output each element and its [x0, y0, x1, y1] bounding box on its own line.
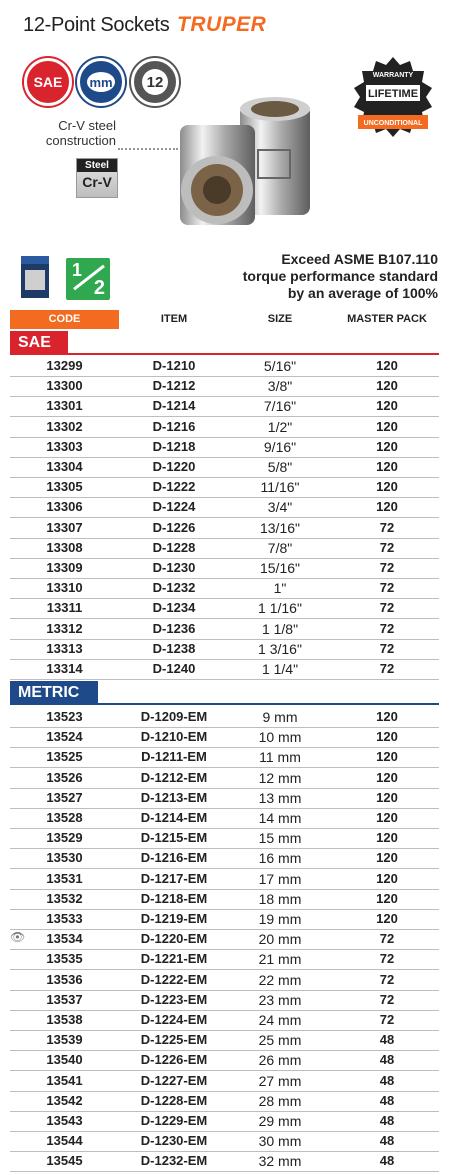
- table-row: [10, 1030, 439, 1051]
- table-row: [10, 538, 439, 559]
- socket-product-image: [140, 95, 340, 235]
- cell-item: D-1210-EM: [140, 729, 208, 745]
- performance-claim: [243, 251, 438, 302]
- table-row: [10, 889, 439, 910]
- cell-pack: 120: [376, 830, 398, 846]
- cell-item: D-1222-EM: [140, 971, 208, 987]
- cell-item: D-1228-EM: [140, 1092, 208, 1108]
- drive-denominator: 2: [93, 277, 105, 299]
- cell-item: D-1217-EM: [140, 870, 208, 886]
- cell-code: 13533: [46, 911, 83, 926]
- table-row: [10, 1131, 439, 1152]
- sae-badge: [24, 58, 72, 106]
- cell-code: 13531: [46, 870, 83, 886]
- cell-pack: 120: [376, 870, 398, 886]
- cell-pack: 120: [376, 729, 398, 745]
- cell-pack: 120: [376, 438, 398, 454]
- crv-box-top: Steel: [77, 159, 117, 172]
- table-row: [10, 828, 439, 849]
- cell-size: 19 mm: [258, 911, 302, 927]
- cell-code: 13303: [46, 438, 83, 454]
- cell-item: D-1222: [152, 479, 196, 495]
- cell-pack: 120: [376, 749, 398, 765]
- cell-item: D-1232-EM: [140, 1153, 208, 1169]
- cell-item: D-1219-EM: [140, 911, 208, 926]
- cell-item: D-1227-EM: [140, 1072, 208, 1088]
- cell-code: 13537: [46, 991, 83, 1007]
- half-inch-drive-icon: [66, 258, 110, 300]
- cell-code: 13529: [46, 830, 83, 846]
- warranty-middle-text: LIFETIME: [367, 88, 419, 100]
- cell-item: D-1224-EM: [140, 1012, 208, 1027]
- cell-size: 32 mm: [258, 1153, 302, 1170]
- table-row: [10, 808, 439, 829]
- cell-size: 3/8": [267, 378, 293, 395]
- cell-pack: 72: [379, 991, 395, 1007]
- cell-item: D-1215-EM: [140, 830, 208, 846]
- cell-pack: 120: [376, 398, 398, 414]
- cell-pack: 72: [379, 519, 395, 535]
- cell-code: 13314: [46, 661, 83, 676]
- cell-pack: 120: [376, 479, 398, 495]
- cell-item: D-1240: [152, 661, 196, 676]
- table-row: [10, 1151, 439, 1172]
- cell-size: 11/16": [260, 479, 300, 496]
- cell-pack: 120: [376, 499, 398, 515]
- cell-code: 13304: [46, 459, 83, 474]
- cell-code: 13544: [46, 1133, 83, 1149]
- cell-size: 27 mm: [258, 1072, 302, 1089]
- cell-pack: 48: [379, 1032, 395, 1048]
- cell-item: D-1221-EM: [140, 951, 208, 967]
- cell-pack: 120: [376, 911, 398, 926]
- cell-code: 13545: [46, 1153, 83, 1169]
- cell-size: 13/16": [259, 519, 300, 536]
- cell-size: 12 mm: [258, 769, 302, 786]
- column-size: SIZE: [267, 313, 293, 325]
- crv-steel-badge: [76, 158, 118, 198]
- drive-numerator: 1: [72, 260, 83, 280]
- cell-pack: 72: [379, 971, 395, 987]
- cell-item: D-1209-EM: [140, 709, 208, 724]
- claim-line2: torque performance standard: [242, 268, 438, 284]
- cell-code: 13299: [46, 358, 83, 373]
- table-header: [10, 310, 439, 329]
- cell-size: 17 mm: [258, 870, 302, 887]
- cell-size: 1 3/16": [258, 640, 302, 657]
- cell-item: D-1229-EM: [140, 1113, 208, 1128]
- eye-icon[interactable]: 👁: [10, 930, 26, 944]
- table-row: [10, 477, 439, 498]
- table-row: [10, 639, 439, 660]
- cell-item: D-1225-EM: [140, 1032, 208, 1048]
- twelve-point-label: 12: [142, 69, 168, 95]
- cell-code: 13307: [46, 519, 83, 535]
- cell-code: 13306: [46, 499, 83, 515]
- cell-item: D-1238: [152, 640, 196, 656]
- cell-size: 28 mm: [258, 1092, 302, 1109]
- cell-code: 13301: [46, 398, 83, 414]
- cell-size: 11 mm: [259, 749, 301, 766]
- table-row: [10, 619, 439, 640]
- cell-size: 22 mm: [258, 971, 302, 988]
- cell-pack: 120: [376, 418, 398, 434]
- cell-item: D-1216: [152, 418, 196, 434]
- cell-size: 1 1/16": [258, 600, 302, 617]
- cell-size: 7/16": [263, 398, 297, 415]
- cell-code: 13302: [46, 418, 83, 434]
- cell-item: D-1214-EM: [140, 810, 208, 825]
- cell-pack: 72: [379, 640, 395, 656]
- cell-item: D-1212-EM: [140, 769, 208, 785]
- claim-line1: Exceed ASME B107.110: [281, 251, 438, 267]
- table-row: [10, 1111, 439, 1132]
- cell-code: 13312: [46, 620, 83, 636]
- cell-code: 13305: [46, 479, 83, 495]
- cell-code: 13308: [46, 539, 83, 555]
- cell-pack: 48: [379, 1072, 395, 1088]
- cell-size: 18 mm: [258, 890, 302, 907]
- cell-pack: 120: [376, 358, 398, 373]
- mm-badge: [77, 58, 125, 106]
- sae-badge-label: SAE: [33, 74, 63, 90]
- mm-badge-label: mm: [87, 72, 115, 92]
- cell-size: 1/2": [267, 418, 293, 435]
- lifetime-warranty-icon: [350, 55, 436, 141]
- cell-size: 29 mm: [258, 1113, 302, 1129]
- cell-size: 1 1/8": [261, 620, 299, 637]
- cell-pack: 120: [376, 810, 398, 825]
- table-row: [10, 558, 439, 579]
- cell-code: 13310: [46, 580, 83, 596]
- cell-pack: 48: [379, 1113, 395, 1128]
- table-row: [10, 356, 439, 377]
- cell-item: D-1216-EM: [140, 850, 208, 866]
- column-master-pack: MASTER PACK: [347, 313, 427, 325]
- cell-pack: 120: [376, 378, 398, 394]
- table-row: [10, 929, 439, 950]
- cell-code: 13543: [46, 1113, 83, 1128]
- cell-code: 13536: [46, 971, 83, 987]
- cell-pack: 120: [376, 769, 398, 785]
- cell-item: D-1230: [152, 560, 196, 575]
- cell-size: 16 mm: [258, 850, 302, 867]
- cell-code: 13309: [46, 560, 83, 575]
- cell-code: 13524: [46, 729, 83, 745]
- cell-pack: 72: [379, 580, 395, 596]
- cell-size: 26 mm: [258, 1052, 302, 1069]
- cell-item: D-1211-EM: [141, 749, 207, 765]
- material-line1: Cr-V steel: [58, 118, 116, 133]
- cell-code: 13300: [46, 378, 83, 394]
- cell-size: 5/16": [263, 358, 297, 374]
- crv-box-main: Cr-V: [82, 174, 112, 190]
- cell-item: D-1218: [152, 438, 196, 454]
- column-item: ITEM: [160, 313, 188, 325]
- cell-item: D-1210: [152, 358, 196, 373]
- cell-size: 20 mm: [258, 931, 302, 948]
- cell-size: 3/4": [267, 499, 293, 516]
- cell-code: 13526: [46, 769, 83, 785]
- cell-size: 21 mm: [258, 951, 302, 968]
- cell-item: D-1226-EM: [140, 1052, 208, 1068]
- cell-code: 13540: [46, 1052, 83, 1068]
- table-row: [10, 707, 439, 728]
- table-row: [10, 990, 439, 1011]
- cell-item: D-1218-EM: [140, 890, 208, 906]
- table-row: [10, 848, 439, 869]
- table-row: [10, 376, 439, 397]
- cell-size: 24 mm: [258, 1012, 302, 1028]
- table-row: [10, 909, 439, 930]
- table-row: [10, 578, 439, 599]
- cell-pack: 72: [379, 620, 395, 636]
- cell-size: 15 mm: [258, 830, 302, 847]
- column-code: CODE: [10, 310, 119, 329]
- table-row: [10, 869, 439, 890]
- cell-size: 30 mm: [258, 1133, 302, 1150]
- material-caption: [36, 118, 116, 148]
- cell-pack: 72: [379, 931, 395, 947]
- section-metric: [10, 681, 439, 705]
- cell-code: 13532: [46, 890, 83, 906]
- table-row: [10, 768, 439, 789]
- section-sae: [10, 331, 439, 355]
- cell-code: 13528: [46, 810, 83, 825]
- cell-pack: 72: [379, 1012, 395, 1027]
- cell-size: 15/16": [259, 560, 300, 576]
- table-row: [10, 1071, 439, 1092]
- table-row: [10, 727, 439, 748]
- cell-item: D-1223-EM: [140, 991, 208, 1007]
- table-row: [10, 1050, 439, 1071]
- cell-pack: 120: [376, 709, 398, 724]
- material-line2: construction: [45, 133, 116, 148]
- cell-code: 13311: [46, 600, 83, 616]
- cell-pack: 72: [379, 600, 395, 616]
- cell-code: 13534: [46, 931, 83, 947]
- cell-size: 14 mm: [258, 810, 302, 826]
- cell-code: 13527: [46, 789, 83, 805]
- cell-size: 1": [273, 580, 287, 597]
- cell-item: D-1236: [152, 620, 196, 636]
- table-row: [10, 457, 439, 478]
- table-row: [10, 949, 439, 970]
- cell-size: 5/8": [267, 459, 293, 475]
- cell-size: 23 mm: [258, 991, 302, 1008]
- cell-pack: 48: [379, 1133, 395, 1149]
- cell-pack: 48: [379, 1153, 395, 1169]
- cell-item: D-1220-EM: [140, 931, 208, 947]
- cell-size: 13 mm: [258, 789, 302, 806]
- cell-code: 13539: [46, 1032, 83, 1048]
- claim-line3: by an average of 100%: [287, 285, 438, 301]
- cell-pack: 72: [379, 661, 395, 676]
- table-row: [10, 497, 439, 518]
- warranty-top-text: WARRANTY: [372, 72, 414, 79]
- cell-item: D-1232: [152, 580, 196, 596]
- cell-item: D-1213-EM: [140, 789, 208, 805]
- cell-code: 13313: [46, 640, 83, 656]
- cell-item: D-1212: [152, 378, 196, 394]
- cell-code: 13538: [46, 1012, 83, 1027]
- cell-size: 9/16": [263, 438, 297, 455]
- cell-item: D-1228: [152, 539, 196, 555]
- cell-size: 25 mm: [258, 1032, 302, 1049]
- table-row: [10, 1010, 439, 1031]
- cell-code: 13525: [46, 749, 83, 765]
- table-row: [10, 437, 439, 458]
- cell-item: D-1220: [152, 459, 196, 474]
- cell-code: 13542: [46, 1092, 83, 1108]
- cell-size: 1 1/4": [261, 661, 299, 677]
- cell-item: D-1234: [152, 600, 196, 616]
- cell-item: D-1224: [152, 499, 196, 515]
- cell-code: 13530: [46, 850, 83, 866]
- section-metric-label: METRIC: [10, 681, 98, 705]
- cell-pack: 72: [379, 560, 395, 575]
- brand-logo: TRUPER: [177, 13, 267, 36]
- cell-size: 7/8": [267, 539, 293, 556]
- cell-code: 13535: [46, 951, 83, 967]
- cell-item: D-1230-EM: [140, 1133, 208, 1149]
- table-row: [10, 747, 439, 768]
- cell-pack: 120: [376, 850, 398, 866]
- cell-code: 13541: [46, 1072, 83, 1088]
- table-row: [10, 788, 439, 809]
- warranty-bottom-text: UNCONDITIONAL: [363, 120, 423, 127]
- section-sae-label: SAE: [10, 331, 68, 355]
- table-row: [10, 970, 439, 991]
- cell-pack: 120: [376, 890, 398, 906]
- cell-size: 9 mm: [262, 709, 298, 725]
- package-thumbnail: [21, 256, 49, 298]
- cell-pack: 72: [379, 951, 395, 967]
- cell-item: D-1214: [152, 398, 196, 414]
- cell-size: 10 mm: [258, 729, 302, 746]
- cell-item: D-1226: [152, 519, 196, 535]
- cell-pack: 120: [376, 459, 398, 474]
- page-title: 12-Point Sockets: [23, 14, 170, 36]
- cell-pack: 120: [376, 789, 398, 805]
- cell-pack: 72: [379, 539, 395, 555]
- cell-pack: 48: [379, 1052, 395, 1068]
- table-row: [10, 396, 439, 417]
- cell-code: 13523: [46, 709, 83, 724]
- table-row: [10, 659, 439, 680]
- cell-pack: 48: [379, 1092, 395, 1108]
- table-row: [10, 1091, 439, 1112]
- table-row: [10, 598, 439, 619]
- table-row: [10, 518, 439, 539]
- table-row: [10, 417, 439, 438]
